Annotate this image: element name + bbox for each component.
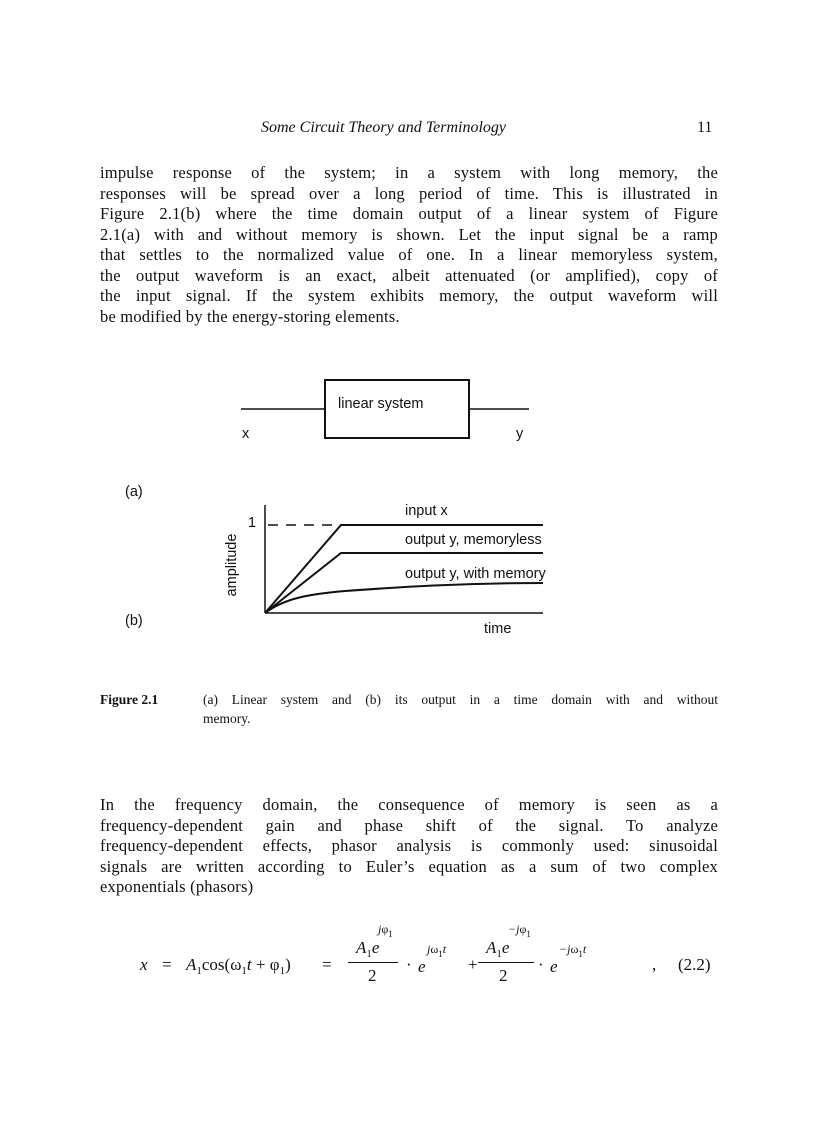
caption-text: (a) Linear system and (b) its output in a time domain with and without: [203, 692, 718, 707]
input-label: x: [242, 426, 250, 442]
memory-output-curve: [265, 583, 543, 613]
text-line: frequency-dependent gain and phase shift of the signal. To analyze: [100, 816, 718, 835]
output-label: y: [516, 426, 524, 442]
panel-a-label: (a): [125, 484, 143, 500]
caption-label: Figure 2.1: [100, 692, 159, 707]
x-axis-label: time: [484, 621, 512, 637]
memory-curve-label: output y, with memory: [405, 566, 546, 582]
equation-number: (2.2): [678, 955, 711, 974]
text-line: 2.1(a) with and without memory is shown. Let the input signal be a ramp: [100, 225, 718, 244]
text-line: be modified by the energy-storing elements.: [100, 307, 400, 326]
text-line: In the frequency domain, the consequence of memory is seen as a: [100, 795, 718, 814]
y-tick-1: 1: [248, 515, 257, 531]
text-line: exponentials (phasors): [100, 877, 254, 896]
fraction-bar: [478, 962, 534, 963]
text-line: frequency-dependent effects, phasor analysis is commonly used: sinusoidal: [100, 836, 718, 855]
text-line: that settles to the normalized value of one. In a linear memoryless system,: [100, 245, 718, 264]
page-number: 11: [697, 119, 713, 136]
panel-b-label: (b): [125, 613, 143, 629]
text-line: signals are written according to Euler’s equation as a sum of two complex: [100, 857, 718, 876]
caption-text-cont: memory.: [203, 711, 251, 726]
text-line: responses will be spread over a long period of time. This is illustrated in: [100, 184, 718, 203]
memoryless-curve-label: output y, memoryless: [405, 532, 542, 548]
fraction-bar: [348, 962, 398, 963]
text-line: the input signal. If the system exhibits memory, the output waveform will: [100, 286, 718, 305]
text-line: the output waveform is an exact, albeit attenuated (or amplified), copy of: [100, 266, 718, 285]
text-line: impulse response of the system; in a system with long memory, the: [100, 163, 718, 182]
input-curve-label: input x: [405, 503, 448, 519]
running-title: Some Circuit Theory and Terminology: [261, 119, 507, 136]
block-label: linear system: [338, 396, 424, 412]
y-axis-label: amplitude: [224, 533, 240, 597]
text-line: Figure 2.1(b) where the time domain output of a linear system of Figure: [100, 204, 718, 223]
